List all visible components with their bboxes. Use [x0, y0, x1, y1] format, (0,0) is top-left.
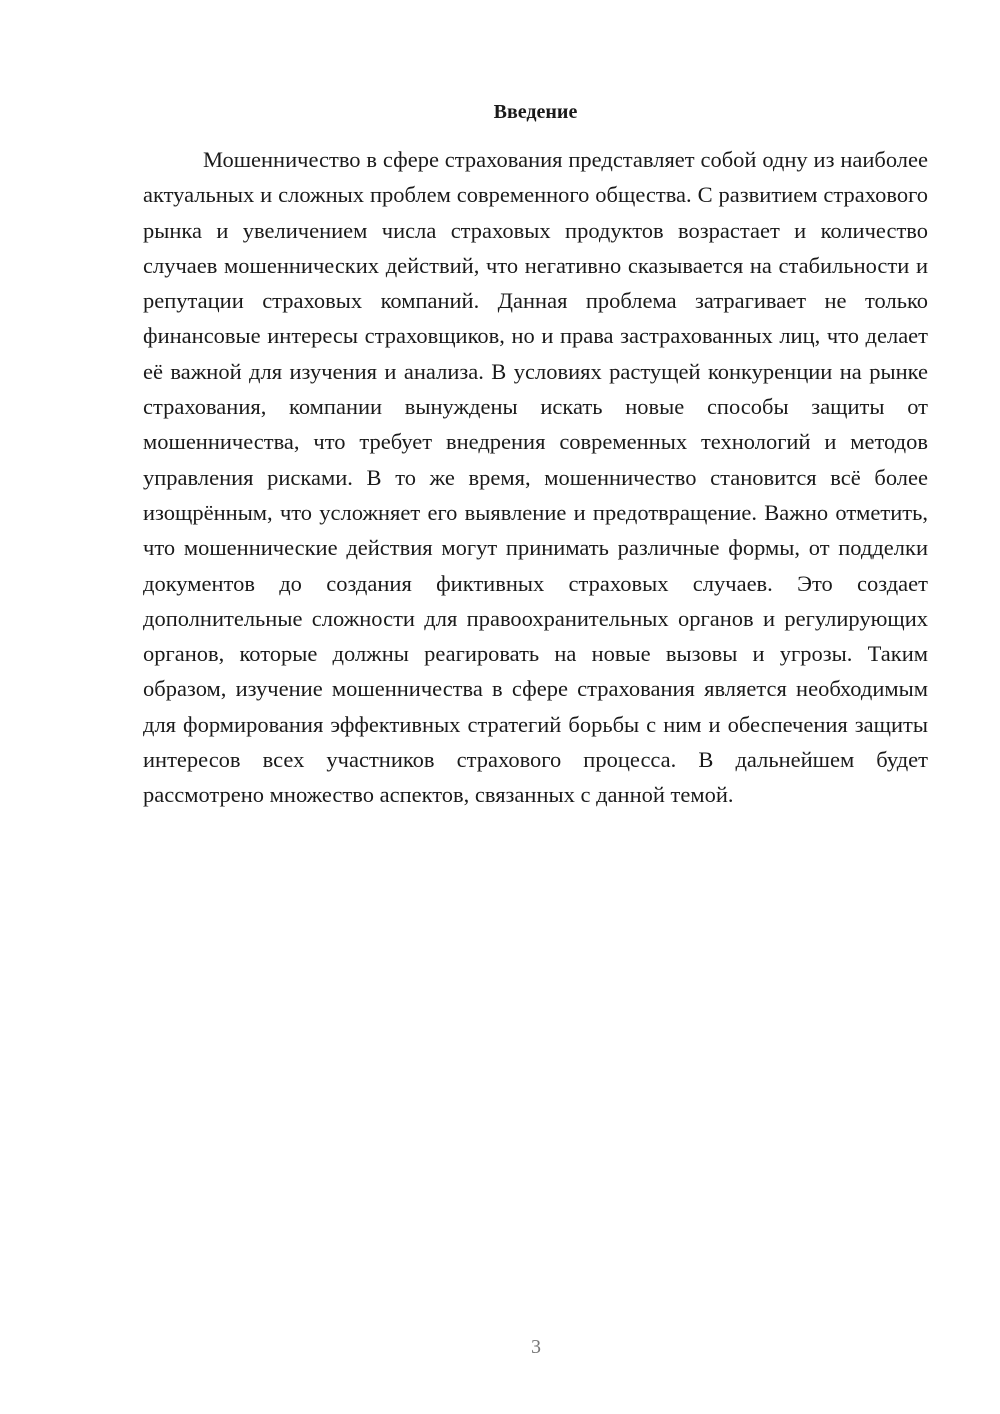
page-number: 3 — [531, 1336, 541, 1358]
section-heading: Введение — [493, 101, 578, 123]
body-paragraph: Мошенничество в сфере страхования представляет собой одну из наиболее актуальных и сложных проблем современного общества. С развитием страхового рынка и увеличением числа страховых продуктов возрастает и количество случаев мошеннических действий, что негативно сказывается на стабильности и репутации страховых компаний. Данная проблема затрагивает не только финансовые интересы страховщиков, но и права застрахованных лиц, что делает её важной для изучения и анализа. В условиях растущей конкуренции на рынке страхования, компании вынуждены искать новые способы защиты от мошенничества, что требует внедрения современных технологий и методов управления рисками. В то же время, мошенничество становится всё более изощрённым, что усложняет его выявление и предотвращение. Важно отметить, что мошеннические действия могут принимать различные формы, от подделки документов до создания фиктивных страховых случаев. Это создает дополнительные сложности для правоохранительных органов и регулирующих органов, которые должны реагировать на новые вызовы и угрозы. Таким образом, изучение мошенничества в сфере страхования является необходимым для формирования эффективных стратегий борьбы с ним и обеспечения защиты интересов всех участников страхового процесса. В дальнейшем будет рассмотрено множество аспектов, связанных с данной темой. — [143, 147, 928, 808]
